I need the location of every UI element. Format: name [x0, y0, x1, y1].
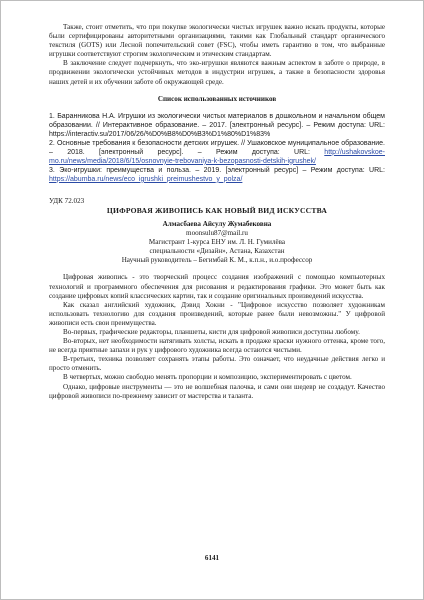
author-email[interactable]: moonsulu87@mail.ru: [186, 229, 248, 238]
paragraph: Во-вторых, нет необходимости натягивать холсты, искать в продаже краски нужного оттенка, кроме того, не всегда приятные запахи и рук у цифрового художника всегда остаются чистыми.: [49, 337, 385, 355]
reference-item: [49, 112, 385, 139]
paragraph: Во-первых, графические редакторы, планшеты, кисти для цифровой живописи доступны любому.: [63, 327, 360, 336]
reference-link[interactable]: http://ushakovskoe-mo.ru/news/media/2018/6/15/osnovnyie-trebovaniya-k-bezopasnosti-detskih-igrushek/: [49, 148, 385, 165]
paragraph: Цифровая живопись - это творческий процесс создания изображений с помощью компьютерных технологий и программного обеспечения для рисования и редактирования графики. Это может быть как создание цифровых копий классических картин, так и создание оригинальных произведений искусства.: [49, 273, 385, 300]
reference-text: 3. Эко-игрушки: преимущества и польза. – 2019. [электронный ресурс] – Режим доступа: URL:: [49, 166, 385, 174]
page-number: 6141: [204, 554, 220, 562]
udk-code: УДК 72.023: [49, 196, 85, 205]
paragraph: В-третьих, техника позволяет сохранять этапы работы. Это означает, что неудачные действия легко и просто отменить.: [49, 355, 385, 373]
reference-text: 1. Баранникова Н.А. Игрушки из экологически чистых материалов в дошкольном и начальном общем образовании. // Интерактивное образование. – 2017. [электронный ресурс]. – Режим доступа: URL:: [49, 112, 385, 129]
author-specialty: специальности «Дизайн», Астана, Казахстан: [149, 247, 285, 256]
paragraph: Также, стоит отметить, что при покупке экологически чистых игрушек важно искать продукты, которые были сертифицированы авторитетными организациями, такими как Глобальный стандарт органического текстиля (GOTS) или Лесной попечительский совет (FSC), чтобы иметь гарантию в том, что выбранные игрушки соответствуют строгим экологическим и этическим стандартам.: [49, 23, 385, 59]
author-block: [49, 220, 385, 265]
reference-item: [49, 139, 385, 166]
paragraph: В заключение следует подчеркнуть, что эко-игрушки являются важным аспектом в заботе о природе, в продвижении экологически устойчивых методов в индустрии игрушек, а также в безопасности здоровья наших детей и их обучении заботе об окружающей среде.: [49, 59, 385, 86]
paragraph: Как сказал английский художник, Дэвид Хокни - "Цифровое искусство позволяет художникам использовать технологию для создания произведений, которые ранее были невозможны." У цифровой живописи есть свои преимущества.: [49, 300, 385, 327]
author-supervisor: Научный руководитель – Бегимбай К. М., к.п.н., и.о.профессор: [121, 256, 313, 265]
references-heading: Список использованных источников: [157, 94, 277, 103]
reference-text: 2. Основные требования к безопасности детских игрушек. // Ушаковское муниципальное образование. – 2018. [электронный ресурс]. – Режим доступа: URL:: [49, 139, 385, 156]
article-title: ЦИФРОВАЯ ЖИВОПИСЬ КАК НОВЫЙ ВИД ИСКУССТВА: [106, 205, 328, 215]
reference-link[interactable]: https://abumba.ru/news/eco_igrushki_preimushestvo_y_polza/: [49, 175, 243, 183]
author-name: Алмасбаева Айсулу Жумабековна: [162, 219, 272, 228]
reference-url[interactable]: https://interactiv.su/2017/06/26/%D0%B8%D0%B3%D1%80%D1%83%: [49, 130, 271, 138]
paragraph: Однако, цифровые инструменты — это не волшебная палочка, и сами они шедевр не создадут. Качество цифровой живописи по-прежнему зависит от мастерства и таланта.: [49, 382, 385, 400]
references-list: [49, 112, 385, 184]
paragraph: В четвертых, можно свободно менять пропорции и композицию, экспериментировать с цветом.: [63, 373, 352, 382]
author-position: Магистрант 1-курса ЕНУ им. Л. Н. Гумилёва: [148, 238, 286, 247]
reference-item: [49, 166, 385, 184]
